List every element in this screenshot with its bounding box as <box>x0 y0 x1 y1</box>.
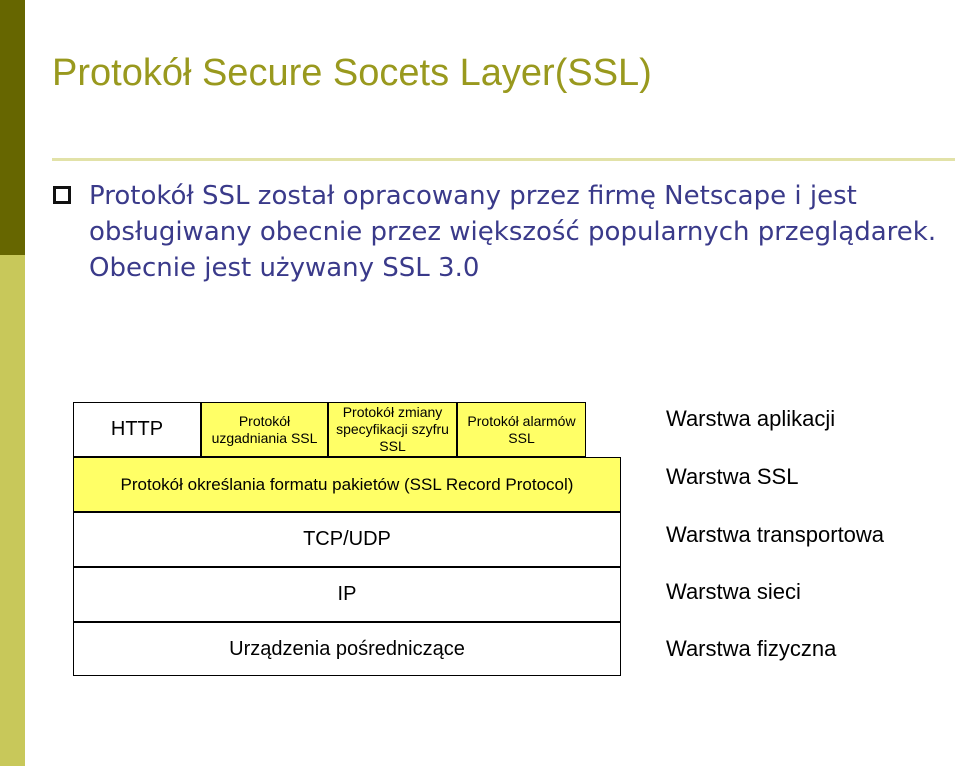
layer-label-physical: Warstwa fizyczna <box>666 636 837 661</box>
square-bullet-icon <box>53 186 71 204</box>
handshake-protocol-box <box>201 402 328 457</box>
layer-label-ssl: Warstwa SSL <box>666 464 799 489</box>
tcp-udp-box <box>73 512 621 567</box>
handshake-protocol-label: Protokół uzgadniania SSL <box>211 412 318 446</box>
bullet-text: Protokół SSL został opracowany przez firmę Netscape i jest obsługiwany obecnie przez większość popularnych przeglądarek. Obecnie jest używany SSL 3.0 <box>89 181 937 283</box>
record-protocol-box <box>73 457 621 512</box>
ip-label: IP <box>337 583 357 605</box>
change-cipher-spec-label: Protokół zmiany specyfikacji szyfru SSL <box>336 404 449 454</box>
layer-label-application: Warstwa aplikacji <box>666 406 836 431</box>
slide-title: Protokół Secure Socets Layer(SSL) <box>52 52 652 94</box>
intermediate-devices-label: Urządzenia pośredniczące <box>229 637 465 660</box>
http-box <box>73 402 201 457</box>
ip-box <box>73 567 621 622</box>
tcp-udp-label: TCP/UDP <box>303 528 391 550</box>
alert-protocol-label: Protokół alarmów SSL <box>467 412 576 446</box>
left-stripe-dark <box>0 0 25 255</box>
change-cipher-spec-box <box>328 402 457 457</box>
layer-label-network: Warstwa sieci <box>666 579 801 604</box>
left-stripe-light <box>0 255 25 766</box>
record-protocol-label: Protokół określania formatu pakietów (SSL Record Protocol) <box>120 474 574 494</box>
title-divider <box>52 158 955 161</box>
intermediate-devices-box <box>73 622 621 676</box>
alert-protocol-box <box>457 402 586 457</box>
layer-label-transport: Warstwa transportowa <box>666 522 885 547</box>
http-label: HTTP <box>110 418 164 440</box>
